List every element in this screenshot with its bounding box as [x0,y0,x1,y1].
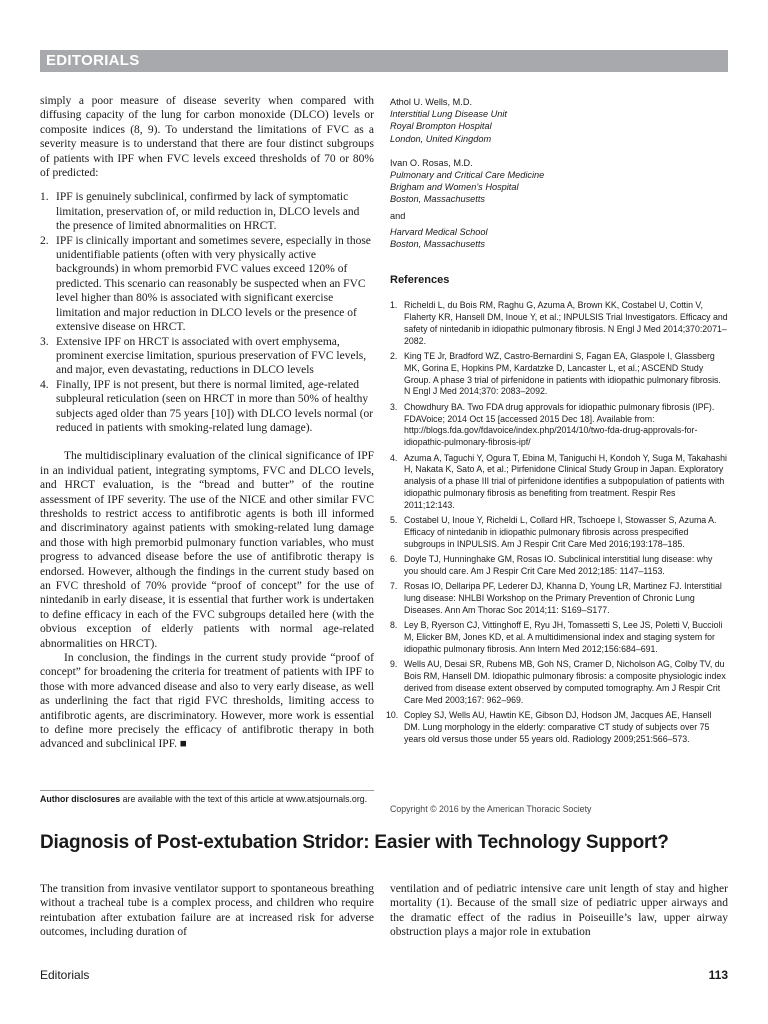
affiliation-line: Brigham and Women’s Hospital [390,182,519,193]
reference-item: 1. Richeldi L, du Bois RM, Raghu G, Azuma A, Brown KK, Costabel U, Cottin V, Flaherty KR, Hansell DM, Inoue Y, et al.; INPULSIS Trial Investigators. Efficacy and safety of nintedanib in idiopathic pulmonary fibrosis. N Engl J Med 2014;370:2071–2082. [390,300,728,346]
author-block-1 [390,96,728,145]
reference-item: 9. Wells AU, Desai SR, Rubens MB, Goh NS, Cramer D, Nicholson AG, Colby TV, du Bois RM, Hansell DM. Idiopathic pulmonary fibrosis: a composite physiologic index derived from disease extent observed by computed tomography. Am J Respir Crit Care Med 2003;167: 962–969. [390,659,726,705]
left-column [40,94,374,752]
references-heading: References [390,274,450,287]
footer-section-name: Editorials [40,968,90,982]
reference-item: 6. Doyle TJ, Hunninghake GM, Rosas IO. Subclinical interstitial lung disease: why you should care. Am J Respir Crit Care Med 2012;185: 1147–1153. [390,554,713,576]
list-item: 2. IPF is clinically important and sometimes severe, especially in those unidentifiable patients (often with very physically active backgrounds) in whom premorbid FVC values exceed 120% of predicted. This scenario can reasonably be suspected when an FVC level higher than 80% is associated with significant exercise limitation and major reduction in DLCO levels or the presence of extensive disease on HRCT. [40,234,371,334]
reference-item: 7. Rosas IO, Dellaripa PF, Lederer DJ, Khanna D, Young LR, Martinez FJ. Interstitial lung disease: NHLBI Workshop on the Primary Prevention of Chronic Lung Diseases. Ann Am Thorac Soc 2014;11: S169–S177. [390,581,722,615]
reference-item: 3. Chowdhury BA. Two FDA drug approvals for idiopathic pulmonary fibrosis (IPF). FDAVoice; 2014 Oct 15 [accessed 2015 Dec 18]. Available from: http://blogs.fda.gov/fdavoice/index.php/2014/10/two-fda-drug-approvals-for-idiopathic-pulmonary-fibrosis-ipf/ [390,401,715,448]
author-block-2 [390,157,728,250]
article-title: Diagnosis of Post-extubation Stridor: Easier with Technology Support? [40,832,669,853]
affiliation-line: London, United Kingdom [390,133,492,144]
right-column [386,96,728,749]
article-body-right: ventilation and of pediatric intensive care unit length of stay and higher mortality (1). Because of the small size of pediatric upper airways and the dramatic effect of the radius in Poiseuille’s law, upper airway obstruction plays a major role in extubation [390,883,728,939]
affiliation-line: Royal Brompton Hospital [390,121,492,132]
affiliation-line: Interstitial Lung Disease Unit [390,109,507,120]
copyright-notice: Copyright © 2016 by the American Thoracic Society [390,804,592,814]
intro-paragraph: simply a poor measure of disease severity when compared with diffusing capacity of the lung for carbon monoxide (DLCO) levels or composite indices (8, 9). To understand the limitations of FVC as a severity measure is to understand that there are four distinct subgroups of patients with IPF when FVC levels exceed thresholds of 70 or 80% of predicted: [40,95,374,180]
list-item: 4. Finally, IPF is not present, but there is normal limited, age-related subpleural reticulation (seen on HRCT in more than 50% of healthy subjects aged older than 75 years [10]) with DLCO levels normal (or reduced in patients with smoking-related lung damage). [40,378,374,434]
section-banner [40,50,728,72]
page-number: 113 [708,968,728,982]
conclusion-paragraph: In conclusion, the findings in the current study provide “proof of concept” for broadening the criteria for treatment of patients with IPF to those with more advanced disease and also to very early disease, as well as underlining the fact that rigid FVC thresholds, limiting access to antifibrotic agents, are discriminatory. However, more work is essential to define more precisely the efficacy of antifibrotic therapy in both advanced and subclinical IPF. ■ [40,652,374,751]
reference-item: 8. Ley B, Ryerson CJ, Vittinghoff E, Ryu JH, Tomassetti S, Lee JS, Poletti V, Buccioli M, Elicker BM, Jones KD, et al. A multidimensional index and staging system for idiopathic pulmonary fibrosis. Ann Intern Med 2012;156:684–691. [390,620,723,654]
and-connector: and [390,210,406,221]
author-disclosure: Author disclosures are available with the text of this article at www.atsjournals.org. [40,790,374,806]
author-name: Athol U. Wells, M.D. [390,97,473,107]
ipf-subgroup-list [40,190,374,435]
list-item: 3. Extensive IPF on HRCT is associated with overt emphysema, prominent exercise limitation, spurious preservation of FVC levels, and major, even devastating, reductions in DLCO levels [40,335,367,377]
reference-list [386,300,728,745]
affiliation-line: Boston, Massachusetts [390,239,485,250]
body-paragraph: The multidisciplinary evaluation of the clinical significance of IPF in an individual patient, integrating symptoms, FVC and DLCO levels, and HRCT evaluation, is the “bread and butter” of the routine assessment of IPF severity. The use of the NICE and other similar FVC thresholds to restrict access to antifibrotic agents is both ill informed and discriminatory against patients with smoking-related lung damage and those with high premorbid pulmonary function variables, who must progress to advanced disease before the use of antifibrotic therapy is endorsed. However, although the findings in the current study based on an FVC threshold of 70% provide “proof of concept” for the use of nintedanib in early disease, it is essential that further work is undertaken to define efficacy in each of the FVC subgroups detailed here (with the obvious exception of elderly patients with normal age-related abnormalities on HRCT). [40,450,374,650]
reference-item: 10. Copley SJ, Wells AU, Hawtin KE, Gibson DJ, Hodson JM, Jacques AE, Hansell DM. Lung morphology in the elderly: comparative CT study of subjects over 75 years old versus those under 55 years old. Radiology 2009;251:566–573. [386,710,712,744]
affiliation-line: Pulmonary and Critical Care Medicine [390,170,545,181]
list-item: 1. IPF is genuinely subclinical, confirmed by lack of symptomatic limitation, preservation of, or mild reduction in, DLCO levels and the presence of limited abnormalities on HRCT. [40,191,360,233]
section-banner-label: EDITORIALS [46,52,140,69]
reference-item: 5. Costabel U, Inoue Y, Richeldi L, Collard HR, Tschoepe I, Stowasser S, Azuma A. Efficacy of nintedanib in idiopathic pulmonary fibrosis across prespecified subgroups in INPULSIS. Am J Respir Crit Care Med 2016;193:178–185. [390,515,717,549]
reference-item: 4. Azuma A, Taguchi Y, Ogura T, Ebina M, Taniguchi H, Kondoh Y, Suga M, Takahashi H, Nakata K, Sato A, et al.; Pirfenidone Clinical Study Group in Japan. Exploratory analysis of a phase III trial of pirfenidone identifies a subpopulation of patients with idiopathic pulmonary fibrosis as benefiting from treatment. Respir Res 2011;12:143. [390,452,727,510]
reference-item: 2. King TE Jr, Bradford WZ, Castro-Bernardini S, Fagan EA, Glaspole I, Glassberg MK, Gorina E, Hopkins PM, Kardatzke D, Lancaster L, et al.; ASCEND Study Group. A phase 3 trial of pirfenidone in patients with idiopathic pulmonary fibrosis. N Engl J Med 2014;370: 2083–2092. [390,351,721,397]
author-name: Ivan O. Rosas, M.D. [390,157,473,168]
affiliation-line: Boston, Massachusetts [390,194,485,205]
article-body-left: The transition from invasive ventilator support to spontaneous breathing without a tracheal tube is a complex process, and children who require reintubation after extubation failure are at increased risk for adverse outcomes, including duration of [40,883,374,939]
affiliation-line: Harvard Medical School [390,226,488,237]
